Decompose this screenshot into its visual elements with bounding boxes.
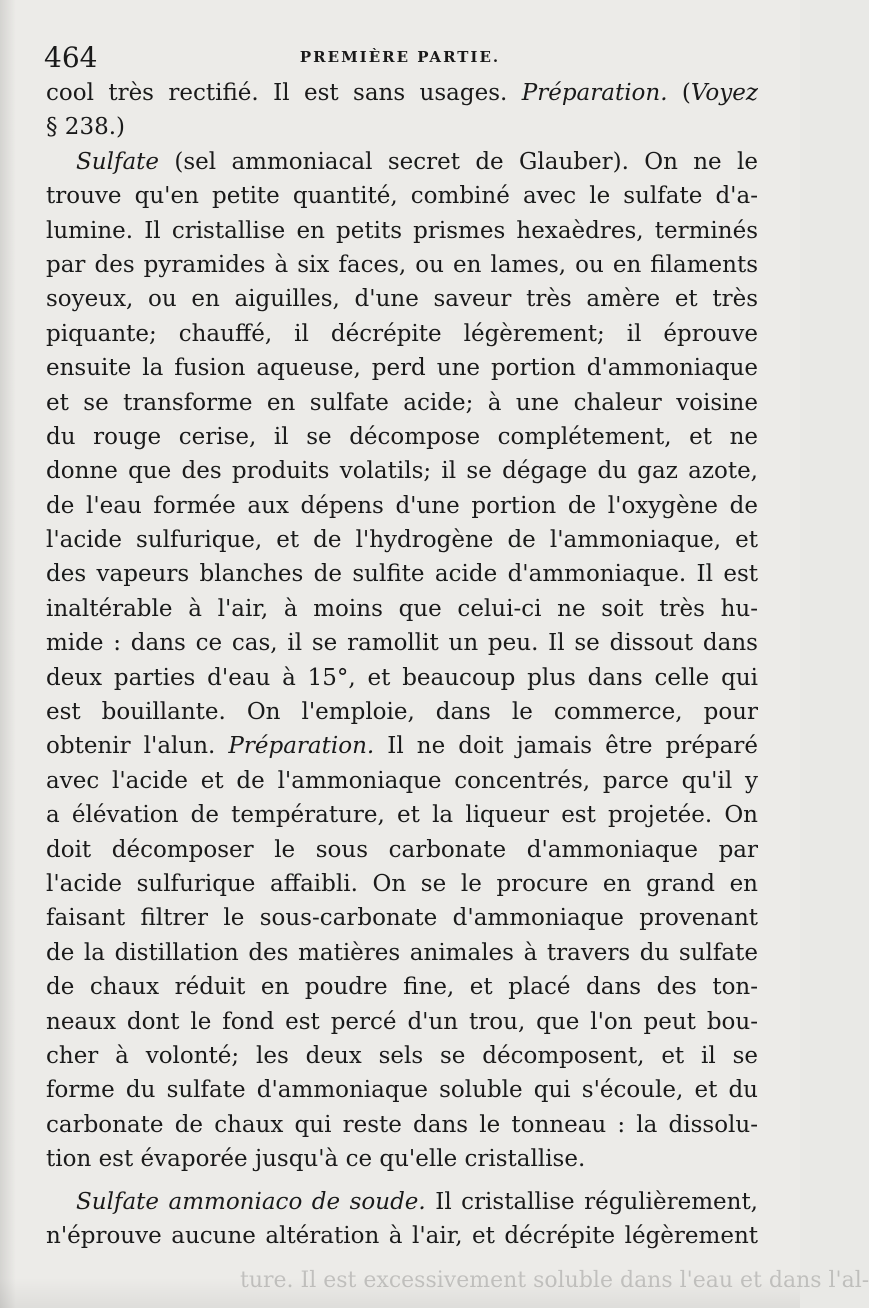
text-line: de chaux réduit en poudre fine, et placé dans des ton-	[46, 974, 758, 1001]
paragraph-start: Sulfate (sel ammoniacal secret de Glauber). On ne le	[76, 148, 758, 175]
text-line: faisant filtrer le sous-carbonate d'ammoniaque provenant	[46, 905, 758, 932]
text-line: soyeux, ou en aiguilles, d'une saveur très amère et très	[46, 286, 758, 313]
text-line: deux parties d'eau à 15°, et beaucoup plus dans celle qui	[46, 664, 758, 691]
text-line: inaltérable à l'air, à moins que celui-ci ne soit très hu-	[46, 595, 758, 622]
text-line: n'éprouve aucune altération à l'air, et décrépite légèrement	[46, 1222, 758, 1249]
text-line: l'acide sulfurique, et de l'hydrogène de l'ammoniaque, et	[46, 527, 758, 554]
text-line: cool très rectifié. Il est sans usages. Préparation. (Voyez	[46, 80, 758, 106]
text-line: mide : dans ce cas, il se ramollit un peu. Il se dissout dans	[46, 630, 758, 657]
italic-term: Sulfate	[76, 148, 160, 175]
text-line: doit décomposer le sous carbonate d'ammoniaque par	[46, 836, 758, 863]
text-line: l'acide sulfurique affaibli. On se le procure en grand en	[46, 870, 758, 897]
page-header	[44, 40, 756, 80]
running-title: PREMIÈRE PARTIE.	[299, 48, 501, 66]
text-line: du rouge cerise, il se décompose complétement, et ne	[46, 423, 758, 450]
text-line: des vapeurs blanches de sulfite acide d'ammoniaque. Il est	[46, 561, 758, 588]
text-line: cher à volonté; les deux sels se décomposent, et il se	[46, 1042, 758, 1069]
text-line: § 238.)	[46, 114, 125, 141]
italic-term: Voyez	[690, 80, 758, 106]
page-number: 464	[44, 41, 98, 74]
text-line: carbonate de chaux qui reste dans le tonneau : la dissolu-	[46, 1111, 758, 1138]
text-line: piquante; chauffé, il décrépite légèrement; il éprouve	[46, 320, 758, 347]
text-line: et se transforme en sulfate acide; à une chaleur voisine	[46, 389, 758, 416]
text-line: de l'eau formée aux dépens d'une portion de l'oxygène de	[46, 492, 758, 519]
text-line: lumine. Il cristallise en petits prismes hexaèdres, terminés	[46, 217, 758, 244]
text-line: neaux dont le fond est percé d'un trou, que l'on peut bou-	[46, 1008, 758, 1035]
paragraph-start: Sulfate ammoniaco de soude. Il cristallise régulièrement,	[76, 1188, 758, 1215]
text-line: tion est évaporée jusqu'à ce qu'elle cristallise.	[46, 1146, 586, 1173]
text-line: obtenir l'alun. Préparation. Il ne doit jamais être préparé	[46, 733, 758, 760]
italic-term: Préparation.	[521, 80, 668, 106]
text-line: forme du sulfate d'ammoniaque soluble qui s'écoule, et du	[46, 1077, 758, 1104]
text-line: avec l'acide et de l'ammoniaque concentrés, parce qu'il y	[46, 767, 758, 794]
italic-term: Préparation.	[228, 733, 375, 760]
text-line: par des pyramides à six faces, ou en lames, ou en filaments	[46, 251, 758, 278]
text-line: trouve qu'en petite quantité, combiné avec le sulfate d'a-	[46, 183, 758, 210]
text-line: a élévation de température, et la liqueur est projetée. On	[46, 802, 758, 829]
italic-term: Sulfate ammoniaco de soude.	[76, 1188, 426, 1215]
text-line: de la distillation des matières animales à travers du sulfate	[46, 939, 758, 966]
text-line: ensuite la fusion aqueuse, perd une portion d'ammoniaque	[46, 355, 758, 382]
text-line: est bouillante. On l'emploie, dans le commerce, pour	[46, 699, 758, 726]
show-through-text: ture. Il est excessivement soluble dans l'eau et dans l'al-	[240, 1268, 869, 1293]
text-line: donne que des produits volatils; il se dégage du gaz azote,	[46, 458, 758, 485]
body-text	[46, 76, 758, 1253]
